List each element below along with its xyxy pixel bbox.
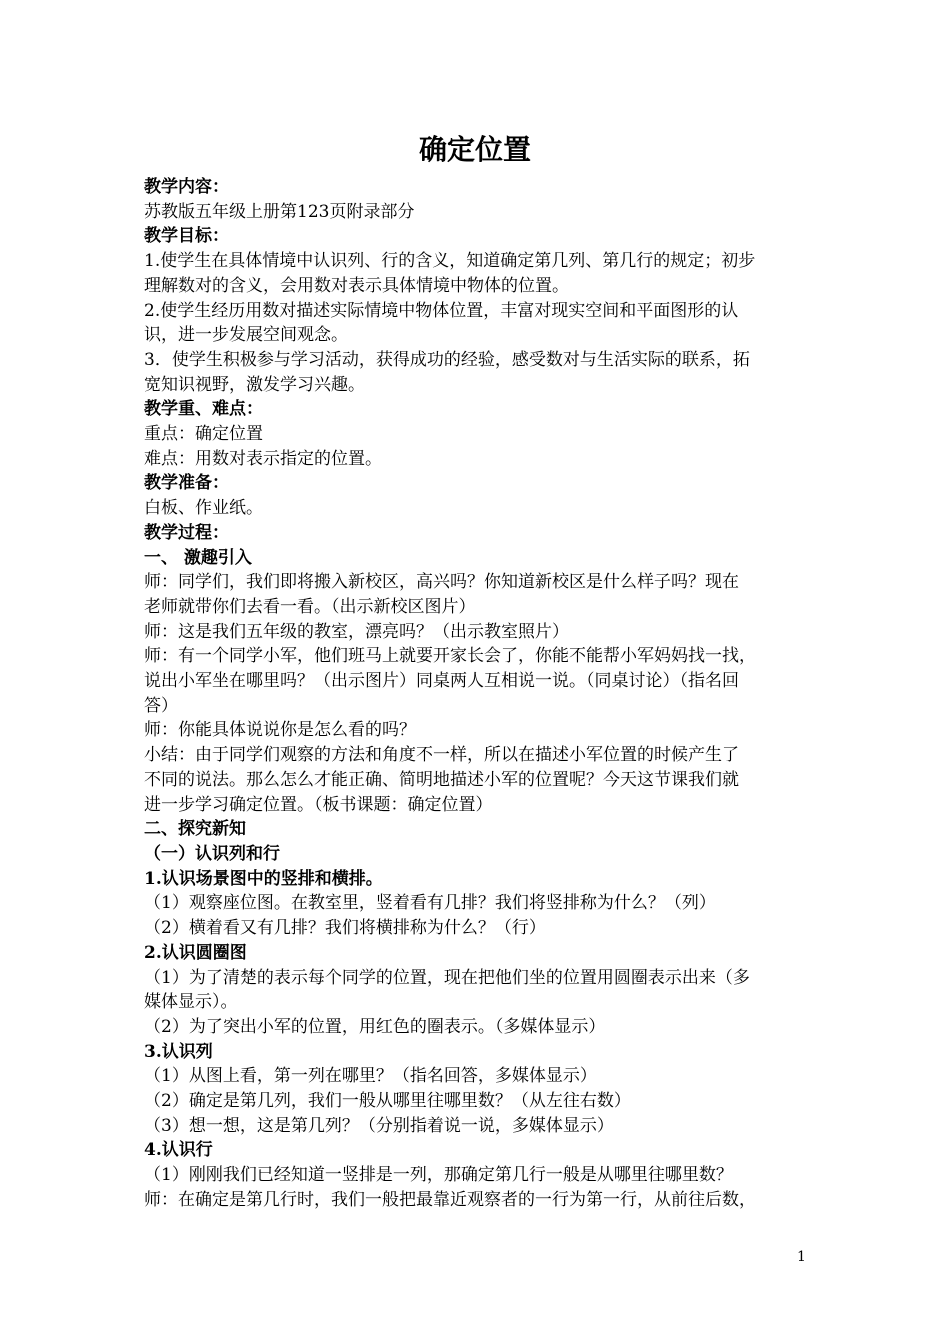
body-text-line: （1）为了清楚的表示每个同学的位置，现在把他们坐的位置用圆圈表示出来（多 (144, 967, 750, 988)
body-text-line: 重点：确定位置 (144, 424, 263, 445)
body-text-line: （3）想一想，这是第几列？（分别指着说一说，多媒体显示） (144, 1115, 614, 1136)
body-text-line: 师：有一个同学小军，他们班马上就要开家长会了，你能不能帮小军妈妈找一找， (144, 646, 756, 667)
body-text-line: 难点：用数对表示指定的位置。 (144, 448, 382, 469)
section-heading: （一）认识列和行 (144, 843, 280, 864)
body-text-line: 师：同学们，我们即将搬入新校区，高兴吗？你知道新校区是什么样子吗？现在 (144, 572, 739, 593)
body-text-line: 宽知识视野，激发学习兴趣。 (144, 374, 365, 395)
body-text-line: 媒体显示）。 (144, 992, 238, 1013)
section-heading: 2.认识圆圈图 (144, 942, 247, 963)
body-text-line: 老师就带你们去看一看。（出示新校区图片） (144, 596, 476, 617)
section-heading: 一、 激趣引入 (144, 547, 252, 568)
body-text-line: 小结：由于同学们观察的方法和角度不一样，所以在描述小军位置的时候产生了 (144, 745, 739, 766)
body-text-line: （2）确定是第几列，我们一般从哪里往哪里数？（从左往右数） (144, 1091, 631, 1112)
section-heading: 教学目标： (144, 226, 229, 247)
section-heading: 教学准备： (144, 473, 229, 494)
body-text-line: 进一步学习确定位置。（板书课题：确定位置） (144, 794, 493, 815)
body-text-line: 白板、作业纸。 (144, 498, 263, 519)
body-text-line: 答） (144, 695, 178, 716)
body-text-line: 师：在确定是第几行时，我们一般把最靠近观察者的一行为第一行，从前往后数， (144, 1189, 756, 1210)
body-text-line: 识，进一步发展空间观念。 (144, 325, 348, 346)
body-text-line: （2）横着看又有几排？我们将横排称为什么？（行） (144, 918, 546, 939)
body-text-line: 师：这是我们五年级的教室，漂亮吗？（出示教室照片） (144, 621, 569, 642)
body-text-line: 3．使学生积极参与学习活动，获得成功的经验，感受数对与生活实际的联系，拓 (144, 349, 750, 370)
page-number: 1 (797, 1249, 806, 1265)
section-heading: 教学过程： (144, 522, 229, 543)
body-text-line: 1.使学生在具体情境中认识列、行的含义，知道确定第几列、第几行的规定；初步 (144, 251, 756, 272)
body-text-line: 说出小军坐在哪里吗？（出示图片）同桌两人互相说一说。（同桌讨论）（指名回 (144, 671, 739, 692)
section-heading: 4.认识行 (144, 1140, 213, 1161)
body-text-line: （2）为了突出小军的位置，用红色的圈表示。（多媒体显示） (144, 1016, 606, 1037)
section-heading: 1.认识场景图中的竖排和横排。 (144, 868, 383, 889)
body-text-line: （1）观察座位图。在教室里，竖着看有几排？我们将竖排称为什么？（列） (144, 893, 716, 914)
body-text-line: （1）从图上看，第一列在哪里？（指名回答，多媒体显示） (144, 1066, 597, 1087)
body-text-line: 理解数对的含义，会用数对表示具体情境中物体的位置。 (144, 275, 569, 296)
body-text-line: 苏教版五年级上册第123页附录部分 (144, 201, 415, 222)
document-body (144, 175, 810, 1213)
body-text-line: 2.使学生经历用数对描述实际情境中物体位置，丰富对现实空间和平面图形的认 (144, 300, 739, 321)
body-text-line: （1）刚刚我们已经知道一竖排是一列，那确定第几行一般是从哪里往哪里数？ (144, 1165, 733, 1186)
section-heading: 3.认识列 (144, 1041, 213, 1062)
section-heading: 教学重、难点： (144, 399, 263, 420)
body-text-line: 不同的说法。那么怎么才能正确、简明地描述小军的位置呢？今天这节课我们就 (144, 769, 739, 790)
document-title: 确定位置 (418, 133, 531, 166)
section-heading: 二、探究新知 (144, 819, 246, 840)
section-heading: 教学内容： (144, 177, 229, 197)
body-text-line: 师：你能具体说说你是怎么看的吗？ (144, 720, 416, 741)
